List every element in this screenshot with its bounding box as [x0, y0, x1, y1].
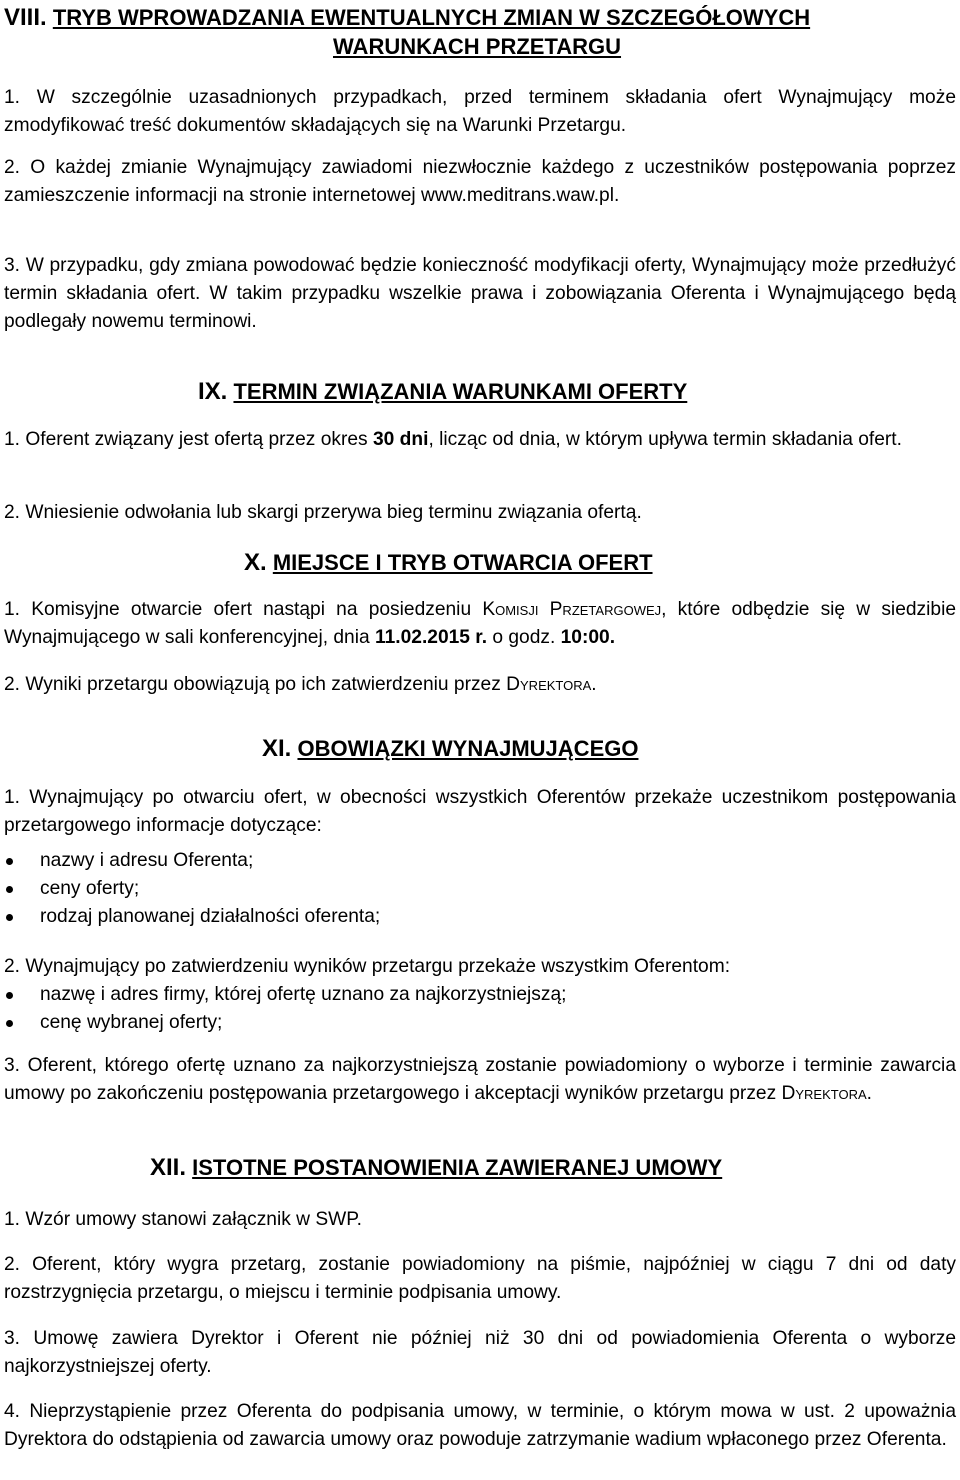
list-item: nazwy i adresu Oferenta; [4, 847, 954, 875]
section-title: TERMIN ZWIĄZANIA WARUNKAMI OFERTY [233, 379, 688, 404]
section-heading-ix [198, 379, 687, 405]
section-title: ISTOTNE POSTANOWIENIA ZAWIERANEJ UMOWY [192, 1155, 723, 1180]
paragraph: 2. Wyniki przetargu obowiązują po ich zatwierdzeniu przez Dyrektora. [4, 674, 597, 695]
section-heading-x [244, 550, 653, 576]
section-number: XI. [262, 735, 292, 762]
paragraph: 2. Oferent, który wygra przetarg, zostanie powiadomiony na piśmie, najpóźniej w ciągu 7 dni od daty rozstrzygnięcia przetargu, o miejscu i terminie podpisania umowy. [4, 1254, 956, 1303]
section-heading-viii-line2 [333, 34, 621, 60]
section-heading-xi [262, 736, 638, 762]
paragraph: 3. Oferent, którego ofertę uznano za najkorzystniejszą zostanie powiadomiony o wyborze i terminie zawarcia umowy po zakończeniu postępowania przetargowego i akceptacji wyników przetargu przez Dyrektora. [4, 1055, 956, 1104]
section-title: OBOWIĄZKI WYNAJMUJĄCEGO [297, 736, 639, 761]
section-title-continued: WARUNKACH PRZETARGU [333, 34, 622, 59]
paragraph: 1. Wynajmujący po otwarciu ofert, w obecności wszystkich Oferentów przekaże uczestnikom postępowania przetargowego informacje dotyczące: [4, 787, 956, 836]
list-item: ceny oferty; [4, 875, 954, 903]
section-number: XII. [150, 1154, 187, 1181]
paragraph: 1. Oferent związany jest ofertą przez okres 30 dni, licząc od dnia, w którym upływa termin składania ofert. [4, 429, 902, 450]
section-number: VIII. [4, 4, 47, 31]
paragraph: 1. W szczególnie uzasadnionych przypadkach, przed terminem składania ofert Wynajmujący może zmodyfikować treść dokumentów składających się na Warunki Przetargu. [4, 87, 956, 136]
bullet-list [4, 981, 954, 1037]
list-item: cenę wybranej oferty; [4, 1009, 954, 1037]
paragraph: 2. Wniesienie odwołania lub skargi przerywa bieg terminu związania ofertą. [4, 502, 642, 523]
section-heading-viii [4, 5, 956, 31]
paragraph: 4. Nieprzystąpienie przez Oferenta do podpisania umowy, w terminie, o którym mowa w ust. 2 upoważnia Dyrektora do odstąpienia od zawarcia umowy oraz powoduje zatrzymanie wadium wpłaconego przez Oferenta. [4, 1401, 956, 1450]
paragraph: 3. Umowę zawiera Dyrektor i Oferent nie później niż 30 dni od powiadomienia Oferenta o wyborze najkorzystniejszej oferty. [4, 1328, 956, 1377]
bullet-list [4, 847, 954, 931]
section-number: IX. [198, 378, 228, 405]
small-caps-text: Dyrektora [781, 1083, 867, 1104]
list-item: nazwę i adres firmy, której ofertę uznano za najkorzystniejszą; [4, 981, 954, 1009]
list-item: rodzaj planowanej działalności oferenta; [4, 903, 954, 931]
small-caps-text: Dyrektora [506, 674, 592, 695]
paragraph: 3. W przypadku, gdy zmiana powodować będzie konieczność modyfikacji oferty, Wynajmujący może przedłużyć termin składania ofert. W takim przypadku wszelkie prawa i zobowiązania Oferenta i Wynajmującego będą podlegały nowemu terminowi. [4, 255, 956, 332]
section-title: MIEJSCE I TRYB OTWARCIA OFERT [272, 550, 653, 575]
paragraph: 2. O każdej zmianie Wynajmujący zawiadomi niezwłocznie każdego z uczestników postępowania poprzez zamieszczenie informacji na stronie internetowej www.meditrans.waw.pl. [4, 157, 956, 206]
paragraph: 2. Wynajmujący po zatwierdzeniu wyników przetargu przekaże wszystkim Oferentom: [4, 956, 731, 977]
paragraph: 1. Komisyjne otwarcie ofert nastąpi na posiedzeniu Komisji Przetargowej, które odbędzie się w siedzibie Wynajmującego w sali konferencyjnej, dnia 11.02.2015 r. o godz. 10:00. [4, 599, 957, 648]
section-heading-xii [150, 1155, 722, 1181]
small-caps-text: Komisji Przetargowej [482, 599, 662, 620]
section-title: TRYB WPROWADZANIA EWENTUALNYCH ZMIAN W SZCZEGÓŁOWYCH [52, 5, 811, 30]
section-number: X. [244, 549, 267, 576]
paragraph: 1. Wzór umowy stanowi załącznik w SWP. [4, 1209, 362, 1230]
